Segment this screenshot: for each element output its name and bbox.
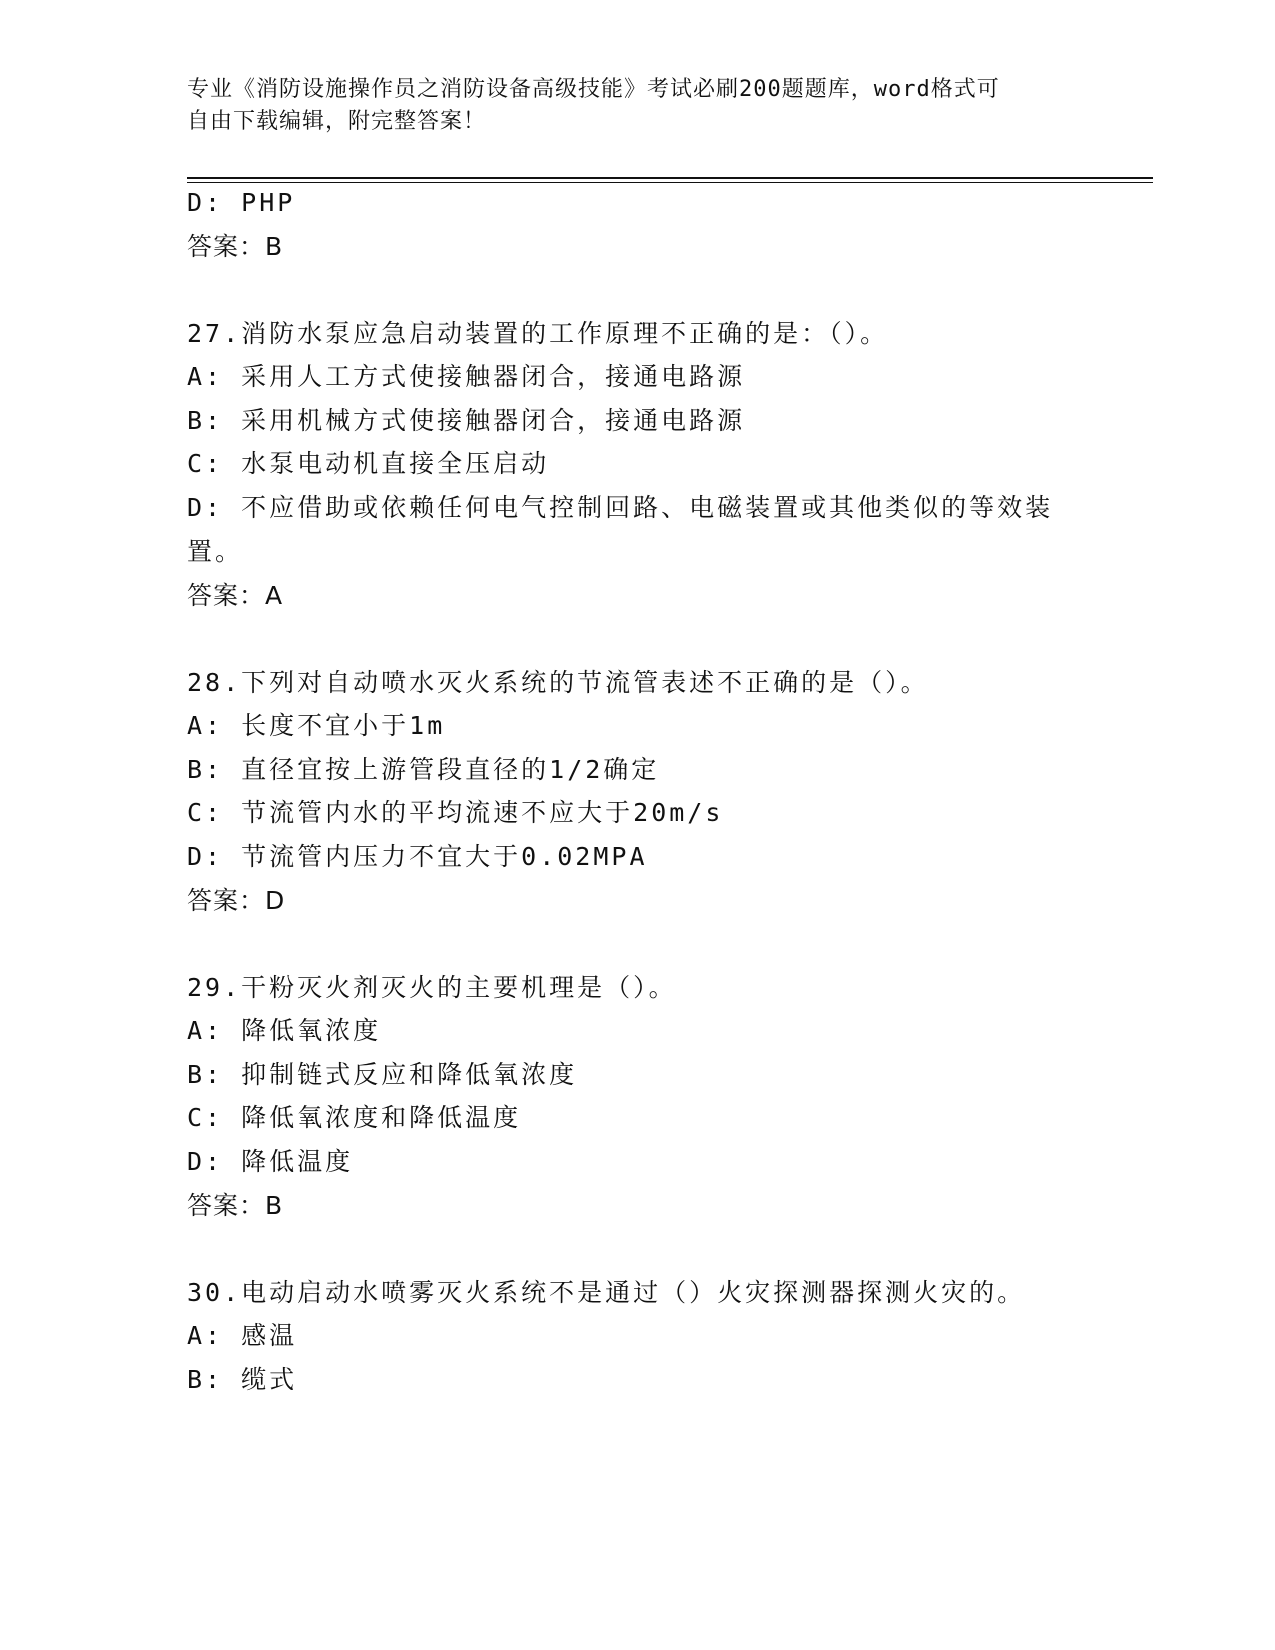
q28-option-d: D: 节流管内压力不宜大于0.02MPA bbox=[187, 842, 648, 871]
q27-option-d-line-2: 置。 bbox=[187, 537, 244, 566]
q29-option-b: B: 抑制链式反应和降低氧浓度 bbox=[187, 1060, 578, 1089]
q30-option-a: A: 感温 bbox=[187, 1321, 298, 1350]
q30-option-b: B: 缆式 bbox=[187, 1365, 298, 1394]
q29-stem: 29.干粉灭火剂灭火的主要机理是（）。 bbox=[187, 973, 677, 1002]
header-line-2: 自由下载编辑，附完整答案！ bbox=[187, 109, 487, 134]
q27-option-c: C: 水泵电动机直接全压启动 bbox=[187, 449, 550, 478]
q29-option-d: D: 降低温度 bbox=[187, 1147, 354, 1176]
q28-stem: 28.下列对自动喷水灭火系统的节流管表述不正确的是（）。 bbox=[187, 668, 929, 697]
header-rule-thick bbox=[187, 177, 1153, 179]
q30-stem: 30.电动启动水喷雾灭火系统不是通过（）火灾探测器探测火灾的。 bbox=[187, 1278, 1026, 1307]
q27-option-b: B: 采用机械方式使接触器闭合，接通电路源 bbox=[187, 406, 746, 435]
header-rule-thin bbox=[187, 182, 1153, 183]
q27-stem: 27.消防水泵应急启动装置的工作原理不正确的是：（）。 bbox=[187, 319, 889, 348]
q27-option-d-line-1: D: 不应借助或依赖任何电气控制回路、电磁装置或其他类似的等效装 bbox=[187, 493, 1054, 522]
q26-option-d: D: PHP bbox=[187, 188, 296, 217]
q29-answer: 答案：B bbox=[187, 1191, 284, 1220]
q28-answer: 答案：D bbox=[187, 886, 286, 915]
q28-option-a: A: 长度不宜小于1m bbox=[187, 711, 446, 740]
document-header bbox=[187, 74, 1067, 138]
q29-option-a: A: 降低氧浓度 bbox=[187, 1016, 382, 1045]
q29-option-c: C: 降低氧浓度和降低温度 bbox=[187, 1103, 522, 1132]
q28-option-b: B: 直径宜按上游管段直径的1/2确定 bbox=[187, 755, 660, 784]
header-line-1: 专业《消防设施操作员之消防设备高级技能》考试必刷200题题库，word格式可 bbox=[187, 77, 1000, 102]
q28-option-c: C: 节流管内水的平均流速不应大于20m/s bbox=[187, 798, 724, 827]
q27-answer: 答案：A bbox=[187, 581, 284, 610]
q27-option-a: A: 采用人工方式使接触器闭合，接通电路源 bbox=[187, 362, 746, 391]
q26-answer: 答案：B bbox=[187, 232, 284, 261]
